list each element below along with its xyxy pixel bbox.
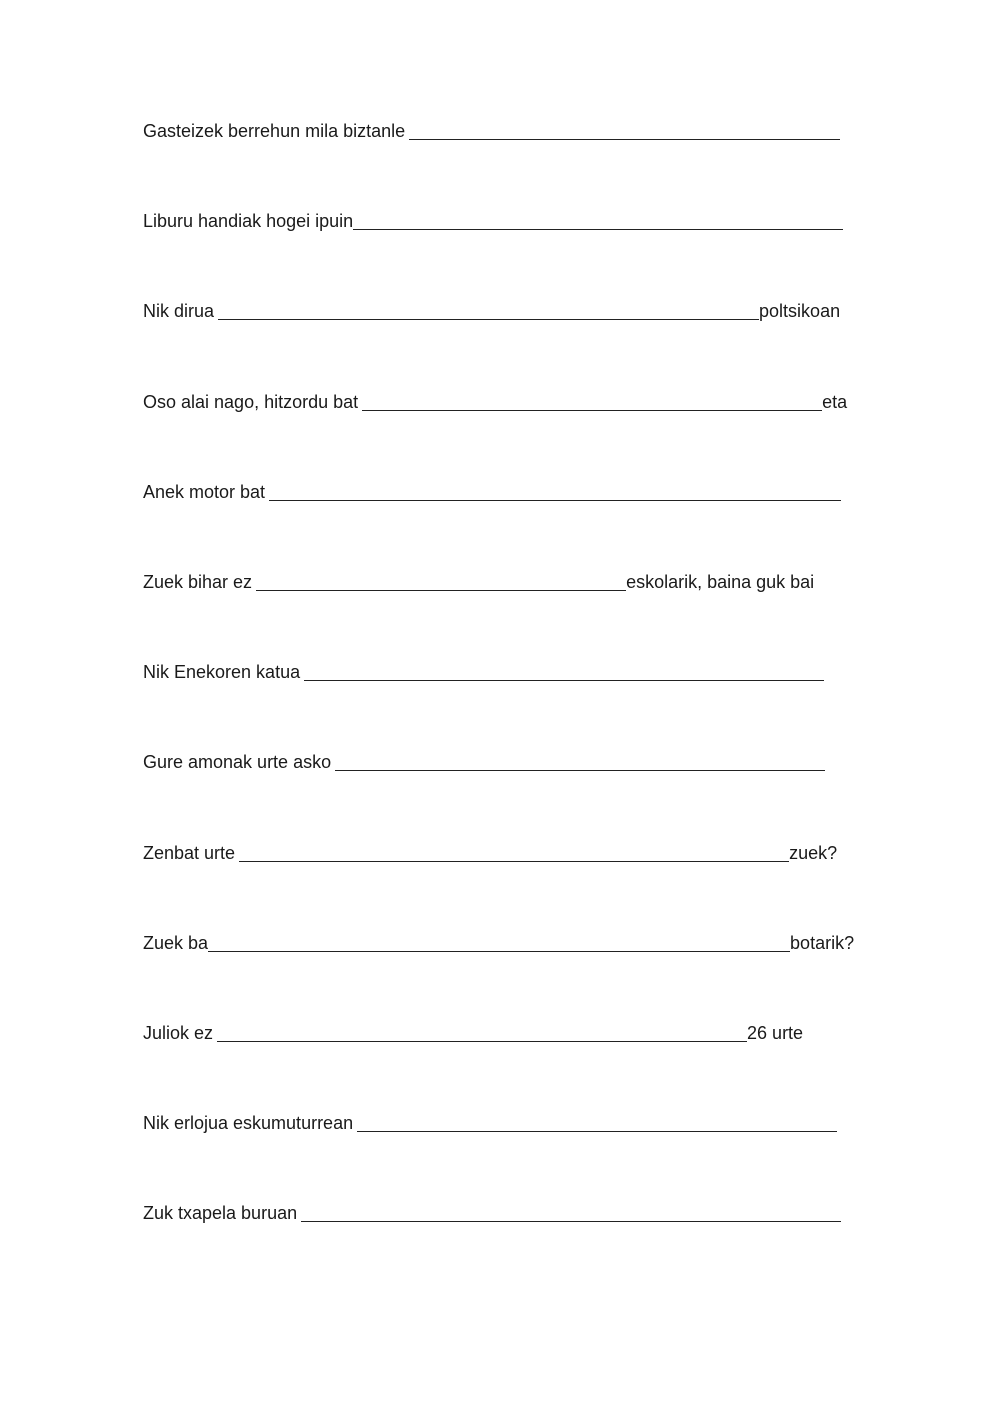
answer-blank[interactable] <box>239 840 789 862</box>
answer-blank[interactable] <box>217 1020 747 1042</box>
sentence-line-9 <box>143 840 883 930</box>
sentence-text: Nik dirua <box>143 301 215 322</box>
sentence-line-4 <box>143 389 883 479</box>
answer-blank[interactable] <box>208 930 790 952</box>
sentence-ending: 26 urte <box>747 1022 804 1043</box>
sentence-line-12 <box>143 1110 883 1200</box>
answer-blank[interactable] <box>218 298 759 320</box>
sentence-line-5 <box>143 479 883 569</box>
sentence-text: Oso alai nago, hitzordu bat <box>143 391 359 412</box>
sentence-text: Juliok ez <box>143 1022 214 1043</box>
answer-blank[interactable] <box>301 1200 841 1222</box>
sentence-text: Zuek bihar ez <box>143 571 253 592</box>
sentence-line-8 <box>143 749 883 839</box>
sentence-text: Zenbat urte <box>143 842 236 863</box>
sentence-ending: poltsikoan <box>759 301 841 322</box>
answer-blank[interactable] <box>362 389 822 411</box>
answer-blank[interactable] <box>269 479 841 501</box>
sentence-text: Gure amonak urte asko <box>143 752 332 773</box>
sentence-ending: zuek? <box>789 842 838 863</box>
sentence-text: Liburu handiak hogei ipuin <box>143 211 354 232</box>
sentence-ending: eskolarik, baina guk bai <box>626 571 815 592</box>
sentence-line-6 <box>143 569 883 659</box>
sentence-text: Nik erlojua eskumuturrean <box>143 1113 354 1134</box>
sentence-line-7 <box>143 659 883 749</box>
sentence-line-3 <box>143 298 883 388</box>
sentence-text: Gasteizek berrehun mila biztanle <box>143 121 406 141</box>
sentence-text: Zuek ba <box>143 932 209 953</box>
sentence-line-10 <box>143 930 883 1020</box>
answer-blank[interactable] <box>335 749 825 771</box>
worksheet <box>143 118 883 1290</box>
answer-blank[interactable] <box>357 1110 837 1132</box>
sentence-line-1 <box>143 118 883 208</box>
sentence-ending: eta <box>822 391 848 412</box>
answer-blank[interactable] <box>256 569 626 591</box>
sentence-line-2 <box>143 208 883 298</box>
sentence-text: Anek motor bat <box>143 481 266 502</box>
answer-blank[interactable] <box>353 208 843 230</box>
sentence-text: Nik Enekoren katua <box>143 662 301 683</box>
sentence-ending: botarik? <box>790 932 855 953</box>
sentence-line-13 <box>143 1200 883 1290</box>
sentence-line-11 <box>143 1020 883 1110</box>
sentence-text: Zuk txapela buruan <box>143 1203 298 1224</box>
answer-blank[interactable] <box>304 659 824 681</box>
answer-blank[interactable] <box>409 118 840 140</box>
